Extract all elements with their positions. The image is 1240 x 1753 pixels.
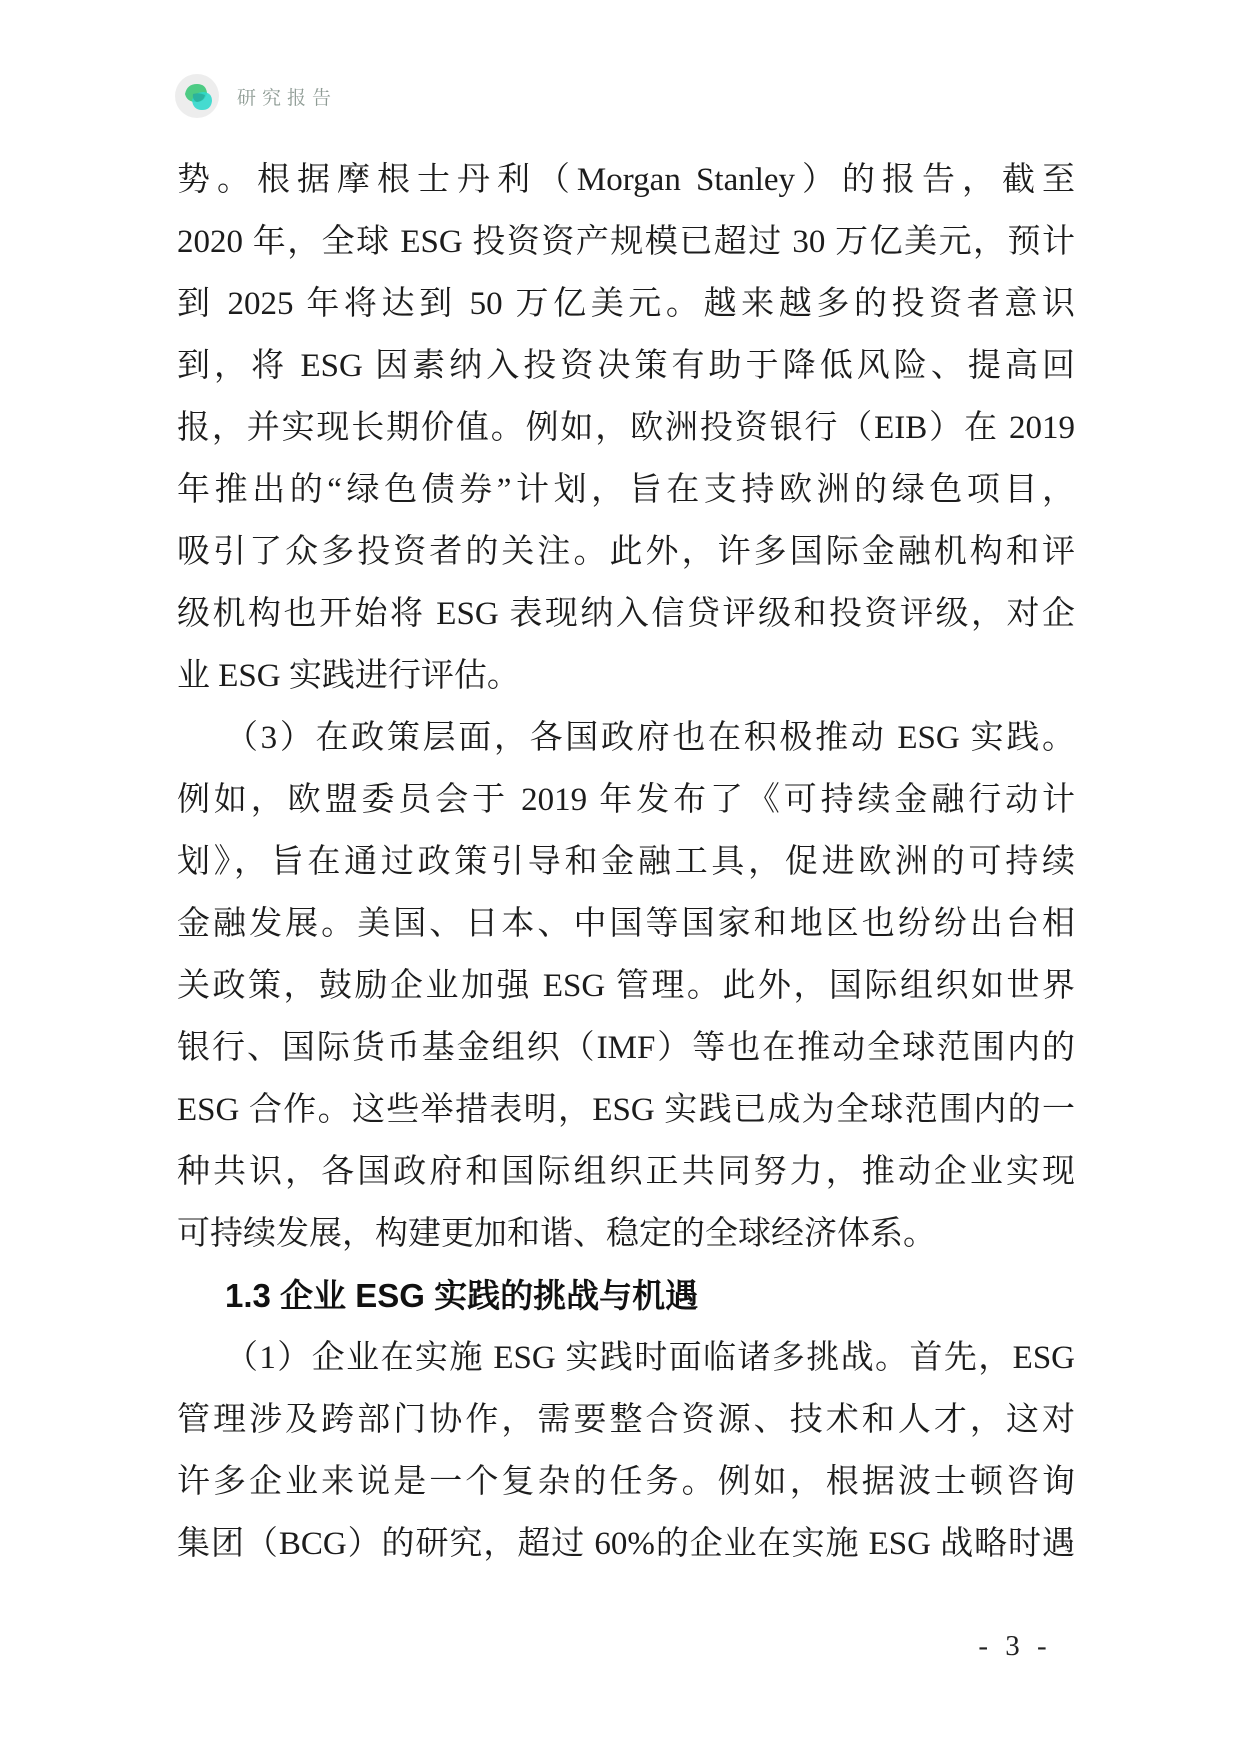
- text-line: 许多企业来说是一个复杂的任务。例如，根据波士顿咨询: [177, 1464, 1075, 1500]
- text-line: 级机构也开始将 ESG 表现纳入信贷评级和投资评级，对企: [177, 596, 1075, 632]
- page-header: [174, 73, 337, 119]
- text-line: 集团（BCG）的研究，超过 60%的企业在实施 ESG 战略时遇: [177, 1526, 1075, 1562]
- brand-logo-icon: [174, 73, 220, 119]
- document-body: [177, 149, 1075, 1575]
- text-line: 可持续发展，构建更加和谐、稳定的全球经济体系。: [177, 1216, 936, 1252]
- text-line: 银行、国际货币基金组织（IMF）等也在推动全球范围内的: [177, 1030, 1075, 1066]
- text-line: 到，将 ESG 因素纳入投资决策有助于降低风险、提高回: [177, 348, 1075, 384]
- text-line: 划》，旨在通过政策引导和金融工具，促进欧洲的可持续: [177, 844, 1075, 880]
- text-line: 例如，欧盟委员会于 2019 年发布了《可持续金融行动计: [177, 782, 1075, 818]
- text-line: 年推出的“绿色债券”计划，旨在支持欧洲的绿色项目，: [177, 472, 1075, 508]
- text-line: 报，并实现长期价值。例如，欧洲投资银行（EIB）在 2019: [177, 410, 1075, 446]
- text-line: 金融发展。美国、日本、中国等国家和地区也纷纷出台相: [177, 906, 1075, 942]
- text-line: 种共识，各国政府和国际组织正共同努力，推动企业实现: [177, 1154, 1075, 1190]
- page-number: - 3 -: [978, 1630, 1052, 1662]
- text-line: （3）在政策层面，各国政府也在积极推动 ESG 实践。: [225, 720, 1075, 756]
- text-line: 到 2025 年将达到 50 万亿美元。越来越多的投资者意识: [177, 286, 1075, 322]
- text-line: （1）企业在实施 ESG 实践时面临诸多挑战。首先，ESG: [225, 1340, 1075, 1376]
- section-heading: 1.3 企业 ESG 实践的挑战与机遇: [225, 1277, 699, 1314]
- text-line: 业 ESG 实践进行评估。: [177, 658, 520, 694]
- text-line: 管理涉及跨部门协作，需要整合资源、技术和人才，这对: [177, 1402, 1075, 1438]
- header-label: 研究报告: [237, 87, 338, 109]
- text-line: 势。根据摩根士丹利（Morgan Stanley）的报告，截至: [177, 162, 1075, 198]
- text-line: 吸引了众多投资者的关注。此外，许多国际金融机构和评: [177, 534, 1075, 570]
- text-line: 关政策，鼓励企业加强 ESG 管理。此外，国际组织如世界: [177, 968, 1075, 1004]
- text-line: ESG 合作。这些举措表明，ESG 实践已成为全球范围内的一: [177, 1092, 1075, 1128]
- text-line: 2020 年，全球 ESG 投资资产规模已超过 30 万亿美元，预计: [177, 224, 1075, 260]
